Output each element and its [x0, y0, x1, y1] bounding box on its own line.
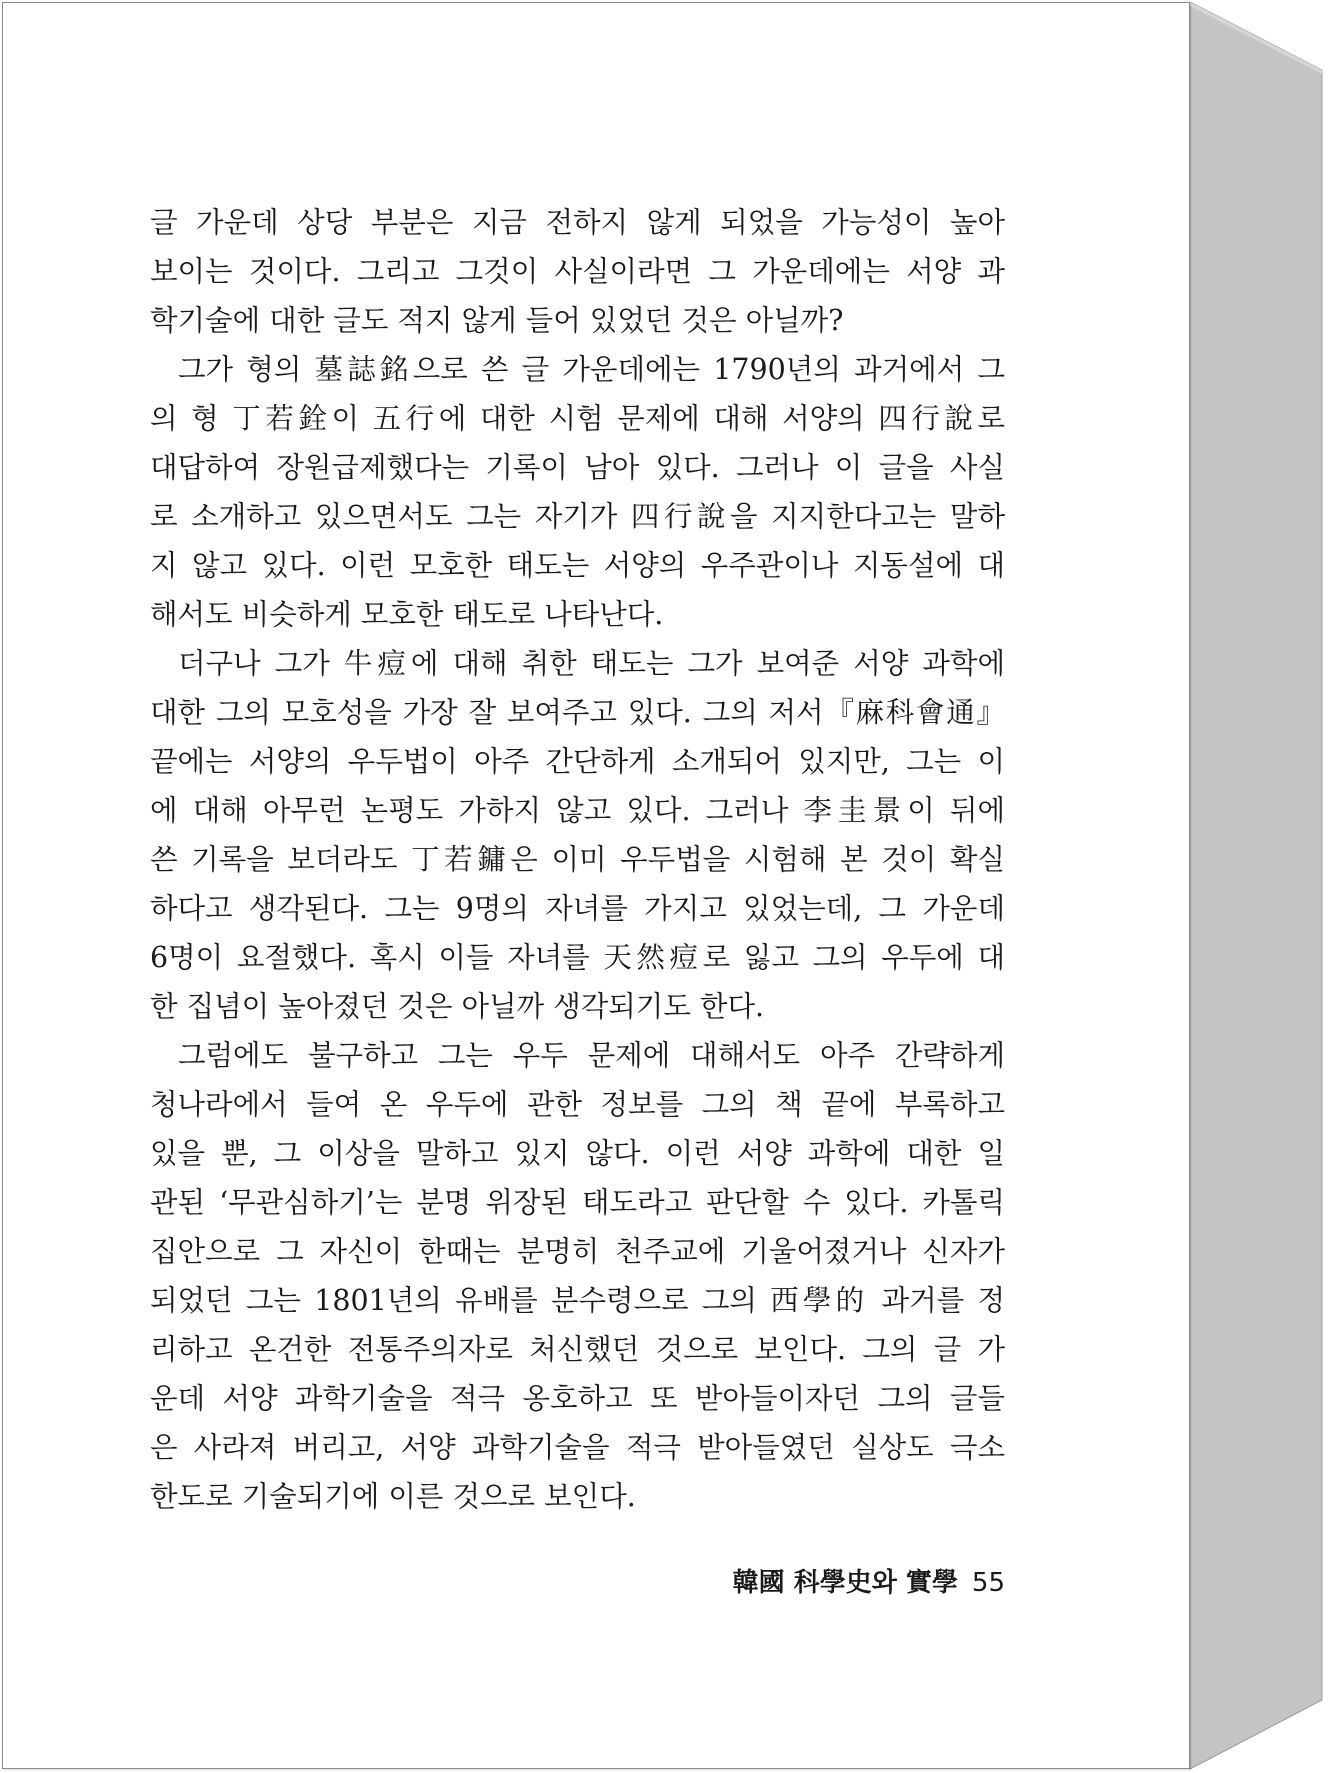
page-number: 55 — [971, 1568, 1005, 1598]
text-line: 해서도 비슷하게 모호한 태도로 나타난다. — [150, 598, 664, 631]
text-line: 6명이 요절했다. 혹시 이들 자녀를 天然痘로 잃고 그의 우두에 대 — [150, 941, 1005, 974]
page-footer — [730, 1562, 1005, 1599]
text-line: 운데 서양 과학기술을 적극 옹호하고 또 받아들이자던 그의 글들 — [150, 1382, 1005, 1415]
text-line: 대한 그의 모호성을 가장 잘 보여주고 있다. 그의 저서『麻科會通』 — [150, 696, 1005, 729]
text-line: 로 소개하고 있으면서도 그는 자기가 四行說을 지지한다고는 말하 — [150, 500, 1005, 533]
text-line: 집안으로 그 자신이 한때는 분명히 천주교에 기울어졌거나 신자가 — [150, 1235, 1005, 1268]
text-line: 한 집념이 높아졌던 것은 아닐까 생각되기도 한다. — [150, 990, 765, 1023]
text-line: 더구나 그가 牛痘에 대해 취한 태도는 그가 보여준 서양 과학에 — [178, 647, 1005, 680]
text-line: 관된 ‘무관심하기’는 분명 위장된 태도라고 판단할 수 있다. 카톨릭 — [150, 1186, 1005, 1219]
text-line: 한도로 기술되기에 이른 것으로 보인다. — [150, 1480, 636, 1513]
text-line: 리하고 온건한 전통주의자로 처신했던 것으로 보인다. 그의 글 가 — [150, 1333, 1005, 1366]
text-line: 있을 뿐, 그 이상을 말하고 있지 않다. 이런 서양 과학에 대한 일 — [150, 1137, 1005, 1170]
text-line: 은 사라져 버리고, 서양 과학기술을 적극 받아들였던 실상도 극소 — [150, 1431, 1005, 1464]
text-line: 그가 형의 墓誌銘으로 쓴 글 가운데에는 1790년의 과거에서 그 — [178, 353, 1005, 386]
text-line: 지 않고 있다. 이런 모호한 태도는 서양의 우주관이나 지동설에 대 — [150, 549, 1005, 582]
text-line: 학기술에 대한 글도 적지 않게 들어 있었던 것은 아닐까? — [150, 304, 844, 337]
body-text — [150, 198, 1005, 1521]
text-line: 에 대해 아무런 논평도 가하지 않고 있다. 그러나 李圭景이 뒤에 — [150, 794, 1005, 827]
text-line: 그럼에도 불구하고 그는 우두 문제에 대해서도 아주 간략하게 — [178, 1039, 1005, 1072]
running-title: 韓國 科學史와 實學 — [732, 1568, 958, 1598]
text-line: 의 형 丁若銓이 五行에 대한 시험 문제에 대해 서양의 四行說로 — [150, 402, 1005, 435]
text-line: 글 가운데 상당 부분은 지금 전하지 않게 되었을 가능성이 높아 — [150, 206, 1005, 239]
text-line: 쓴 기록을 보더라도 丁若鏞은 이미 우두법을 시험해 본 것이 확실 — [150, 843, 1005, 876]
text-line: 대답하여 장원급제했다는 기록이 남아 있다. 그러나 이 글을 사실 — [150, 451, 1005, 484]
text-line: 되었던 그는 1801년의 유배를 분수령으로 그의 西學的 과거를 정 — [150, 1284, 1005, 1317]
text-line: 보이는 것이다. 그리고 그것이 사실이라면 그 가운데에는 서양 과 — [150, 255, 1005, 288]
text-line: 하다고 생각된다. 그는 9명의 자녀를 가지고 있었는데, 그 가운데 — [150, 892, 1005, 925]
text-line: 끝에는 서양의 우두법이 아주 간단하게 소개되어 있지만, 그는 이 — [150, 745, 1005, 778]
text-line: 청나라에서 들여 온 우두에 관한 정보를 그의 책 끝에 부록하고 — [150, 1088, 1005, 1121]
